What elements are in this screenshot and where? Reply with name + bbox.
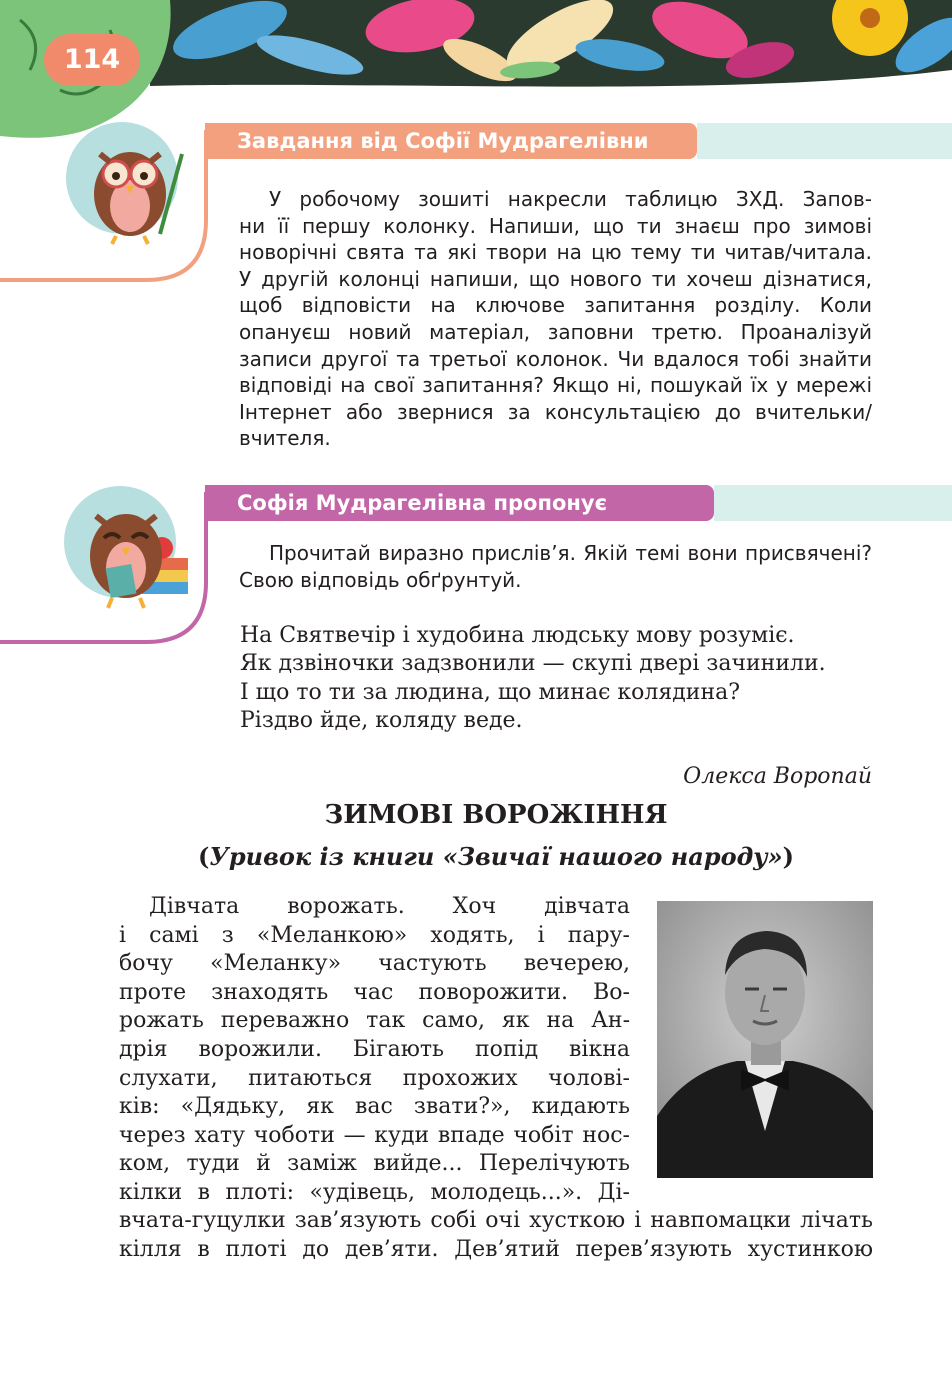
article-line: ків: «Дядьку, як вас звати?», кидають: [119, 1094, 630, 1120]
task1-line: новорічні свята та які твори на цю тему ти читав/читала.: [239, 240, 872, 265]
task2-title: Софія Мудрагелівна пропонує: [205, 485, 714, 521]
task2-line: Свою відповідь обґрунтуй.: [239, 567, 522, 592]
subtitle-close-paren: ): [782, 842, 794, 871]
task1-line: щоб відповісти на ключове запитання розділу. Коли: [239, 293, 872, 318]
task1-line: У другій колонці напиши, що нового ти хочеш дізнатися,: [239, 266, 872, 291]
proverb: І що то ти за людина, що минає колядина?: [240, 679, 741, 705]
article-author: Олекса Воропай: [683, 764, 872, 789]
task2-bar-extension: [714, 485, 952, 521]
article-subtitle: [0, 842, 952, 871]
proverb: Як дзвіночки задзвонили — скупі двері зачинили.: [240, 651, 826, 677]
article-line: слухати, питаються прохожих чолові-: [119, 1065, 630, 1091]
task1-line: вчителя.: [239, 426, 331, 451]
article-line: рожать переважно так само, як на Ан-: [119, 1008, 630, 1034]
article-text-wide: [119, 1207, 873, 1264]
article-line: дрія ворожили. Бігають попід вікна: [119, 1036, 630, 1062]
article-line: проте знаходять час поворожити. Во-: [119, 979, 630, 1005]
article-text-narrow: [119, 893, 630, 1208]
article-line: вчата-гуцулки зав’язують собі очі хусткою і навпомацки лічать: [119, 1208, 873, 1233]
task1-line: ни її першу колонку. Напиши, що ти знаєш про зимові: [239, 213, 872, 238]
task1-line: відповіді на свої запитання? Якщо ні, пошукай їх у мережі: [239, 373, 872, 398]
article-line: і самі з «Меланкою» ходять, і пару-: [119, 922, 630, 948]
task1-line: Інтернет або звернися за консультацією до вчительки/: [239, 399, 872, 424]
subtitle-text: Уривок із книги «Звичаї нашого народу»: [209, 842, 783, 871]
page-number: 114: [44, 34, 140, 86]
article-line: Дівчата ворожать. Хоч дівчата: [149, 894, 630, 919]
task1-line: записи другої та третьої колонок. Чи вдалося тобі знайти: [239, 346, 872, 371]
task2-line: Прочитай виразно прислів’я. Якій темі вони присвячені?: [269, 541, 872, 565]
task1-text: [239, 186, 872, 452]
proverbs: [240, 622, 826, 736]
article-line: кілки в плоті: «удівець, молодець...». Ді-: [119, 1179, 630, 1205]
article-line: ком, туди й заміж вийде... Перелічують: [119, 1151, 630, 1177]
owl-books-icon: [82, 490, 192, 612]
article-title: ЗИМОВІ ВОРОЖІННЯ: [324, 800, 668, 830]
task1-bar-extension: [697, 123, 952, 159]
owl-teacher-icon: [86, 124, 186, 248]
article-line: через хату чоботи — куди впаде чобіт нос-: [119, 1122, 630, 1148]
article-line: бочу «Меланку» частують вечерею,: [119, 951, 630, 977]
task1-line: опануєш новий матеріал, заповни третю. Проаналізуй: [239, 319, 872, 344]
article-line: кілля в плоті до дев’яти. Дев’ятий перев’язують хустинкою: [119, 1236, 873, 1262]
task1-line: У робочому зошиті накресли таблицю ЗХД. Запов-: [269, 187, 872, 211]
proverb: Різдво йде, коляду веде.: [240, 708, 523, 734]
task2-text: [239, 540, 872, 593]
author-portrait: [657, 901, 873, 1178]
task1-title: Завдання від Софії Мудрагелівни: [205, 123, 697, 159]
proverb: На Святвечір і худобина людську мову розуміє.: [240, 623, 795, 648]
subtitle-open-paren: (: [198, 842, 210, 871]
